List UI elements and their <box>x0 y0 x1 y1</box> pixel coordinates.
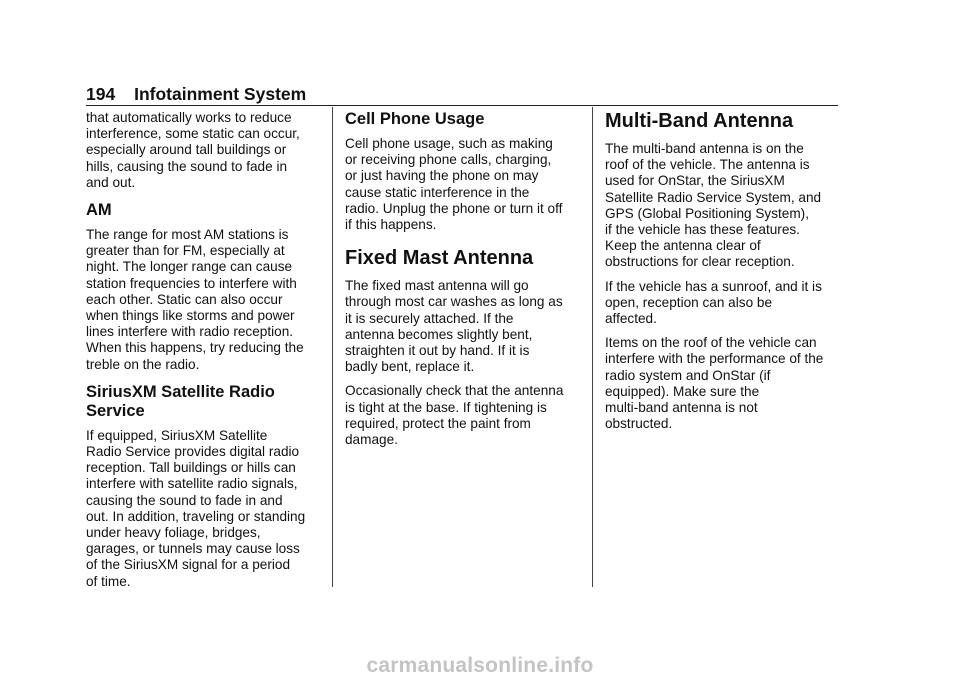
column-1 <box>86 110 326 598</box>
section-title: Infotainment System <box>134 84 307 104</box>
column-divider-1 <box>332 107 333 587</box>
fixed-mast-heading: Fixed Mast Antenna <box>345 247 534 270</box>
am-heading: AM <box>86 201 112 220</box>
fixed-mast-paragraph-1: The fixed mast antenna will go through most car washes as long as it is securely attached. If the antenna becomes slightly bent, straighten it out by hand. If it is badly bent, replace it. <box>345 278 563 375</box>
multi-band-paragraph-3: Items on the roof of the vehicle can interfere with the performance of the radio system and OnStar (if equipped). Make sure the multi-band antenna is not obstructed. <box>605 335 824 432</box>
cell-phone-heading: Cell Phone Usage <box>345 110 485 128</box>
multi-band-paragraph-2: If the vehicle has a sunroof, and it is open, reception can also be affected. <box>605 278 822 327</box>
am-paragraph: The range for most AM stations is greater than for FM, especially at night. The longer range can cause station frequencies to interfere with each other. Static can also occur when things like storms and power lines interfere with radio reception. When this happens, try reducing the treble on the radio. <box>86 227 304 372</box>
multi-band-paragraph-1: The multi-band antenna is on the roof of the vehicle. The antenna is used for OnStar, the SiriusXM Satellite Radio Service System, and GPS (Global Positioning System), if the vehicle has these features. Keep the antenna clear of obstructions for clear reception. <box>605 141 822 270</box>
column-2 <box>345 110 585 456</box>
column-divider-2 <box>592 107 593 587</box>
multi-band-heading: Multi-Band Antenna <box>605 110 794 132</box>
intro-paragraph: that automatically works to reduce interference, some static can occur, especially around tall buildings or hills, causing the sound to fade in and out. <box>86 110 300 190</box>
header-rule <box>86 105 838 106</box>
column-3 <box>605 110 845 440</box>
siriusxm-heading: SiriusXM Satellite Radio Service <box>86 382 275 420</box>
fixed-mast-paragraph-2: Occasionally check that the antenna is tight at the base. If tightening is required, protect the paint from damage. <box>345 383 564 448</box>
cell-phone-paragraph: Cell phone usage, such as making or receiving phone calls, charging, or just having the phone on may cause static interference in the radio. Unplug the phone or turn it off if this happens. <box>345 136 563 233</box>
page-number: 194 <box>86 84 116 104</box>
page-header <box>86 84 838 104</box>
watermark: carmanualsonline.info <box>366 654 594 677</box>
siriusxm-paragraph: If equipped, SiriusXM Satellite Radio Service provides digital radio reception. Tall buildings or hills can interfere with satellite radio signals, causing the sound to fade in and out. In addition, traveling or standing under heavy foliage, bridges, garages, or tunnels may cause loss of the SiriusXM signal for a period of time. <box>86 427 306 589</box>
